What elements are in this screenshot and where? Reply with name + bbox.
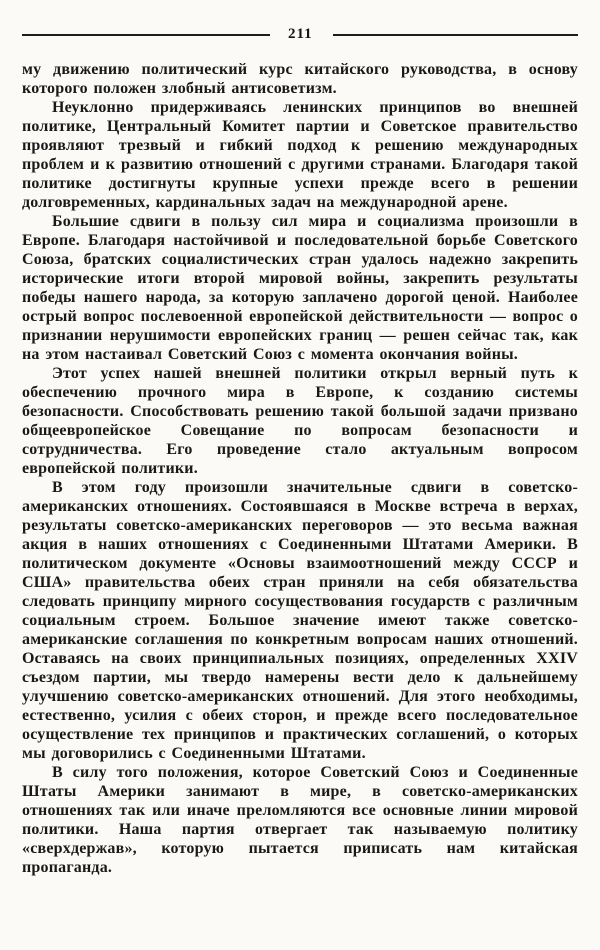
header-rule-right [333, 34, 578, 36]
paragraph: Большие сдвиги в пользу сил мира и социализма произошли в Европе. Благодаря настойчивой и последовательной борьбе Советского Союза, братских социалистических стран удалось надежно закрепить исторические итоги второй мировой войны, закрепить результаты победы нашего народа, за которую заплачено дорогой ценой. Наиболее острый вопрос послевоенной европейской действительности — вопрос о признании нерушимости европейских границ — решен сейчас так, как на этом настаивал Советский Союз с момента окончания войны. [22, 213, 578, 363]
paragraph: В силу того положения, которое Советский Союз и Соединенные Штаты Америки занимают в мире, в советско-американских отношениях так или иначе преломляются все основные линии мировой политики. Наша партия отвергает так называемую политику «сверхдержав», которую пытается приписать нам китайская пропаганда. [22, 764, 578, 876]
page-header [22, 26, 578, 42]
page-number: 211 [288, 25, 313, 42]
page-text-block [22, 60, 578, 877]
paragraph: Этот успех нашей внешней политики открыл верный путь к обеспечению прочного мира в Европе, к созданию системы безопасности. Способствовать решению такой большой задачи призвано общеевропейское Совещание по вопросам безопасности и сотрудничества. Его проведение стало актуальным вопросом европейской политики. [22, 365, 578, 477]
paragraph: В этом году произошли значительные сдвиги в советско-американских отношениях. Состоявшаяся в Москве встреча в верхах, результаты советско-американских переговоров — это весьма важная акция в наших отношениях с Соединенными Штатами Америки. В политическом документе «Основы взаимоотношений между СССР и США» правительства обеих стран приняли на себя обязательства следовать принципу мирного сосуществования государств с различным социальным строем. Большое значение имеют также советско-американские соглашения по конкретным вопросам наших отношений. Оставаясь на своих принципиальных позициях, определенных XXIV съездом партии, мы твердо намерены вести дело к дальнейшему улучшению советско-американских отношений. Для этого необходимы, естественно, усилия с обеих сторон, и прежде всего последовательное осуществление тех принципов и практических соглашений, о которых мы договорились с Соединенными Штатами. [22, 479, 578, 762]
paragraph: Неуклонно придерживаясь ленинских принципов во внешней политике, Центральный Комитет партии и Советское правительство проявляют трезвый и гибкий подход к решению международных проблем и к развитию отношений с другими странами. Благодаря такой политике достигнуты крупные успехи прежде всего в решении долговременных, кардинальных задач на международной арене. [22, 99, 578, 211]
paragraph-continuation: му движению политический курс китайского руководства, в основу которого положен злобный антисоветизм. [22, 61, 578, 97]
header-rule-left [22, 34, 270, 36]
